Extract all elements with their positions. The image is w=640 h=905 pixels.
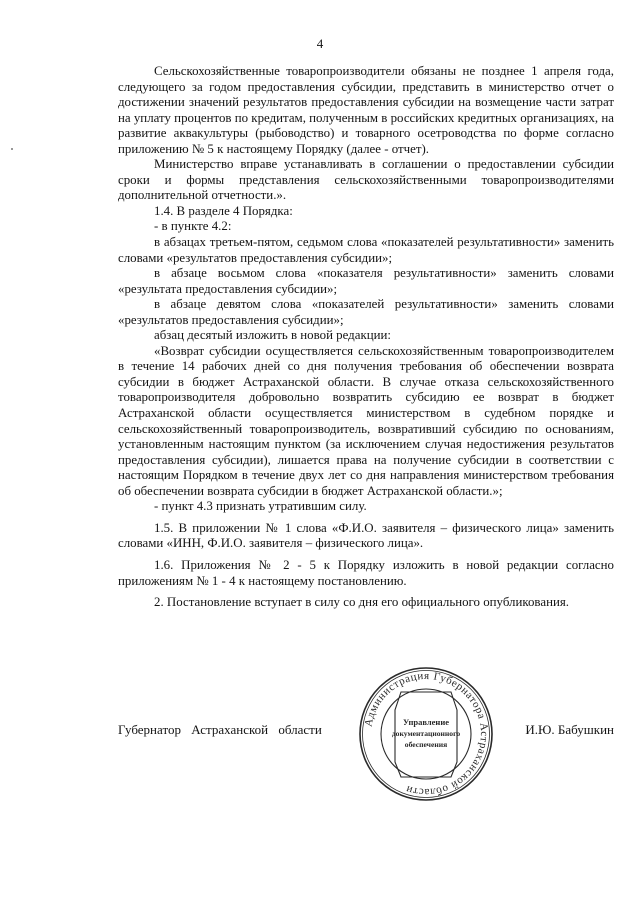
paragraph-appendices-2-5: 1.6. Приложения № 2 - 5 к Порядку изложить в новой редакции согласно приложениям № 1 - 4 к настоящему постановлению. [118,557,614,588]
paragraph-effective-date: 2. Постановление вступает в силу со дня его официального опубликования. [154,595,570,610]
paragraph-reporting-obligation: Сельскохозяйственные товаропроизводители обязаны не позднее 1 апреля года, следующего за годом предоставления субсидии, представить в министерство отчет о достижении значений результатов предоставления субсидии на возмещение части затрат на уплату процентов по кредитам, полученным в российских кредитных организациях, на развитие аквакультуры (рыбоводство) и товарного осетроводства по форме согласно приложению № 5 к настоящему Порядку (далее - отчет). [118,64,614,156]
stamp-inner-line-1: Управление [402,717,450,727]
paragraph-clause-4-3: - пункт 4.3 признать утратившим силу. [154,499,367,514]
paragraph-amend-10: абзац десятый изложить в новой редакции: [154,328,392,343]
margin-dot [11,148,13,150]
paragraph-amend-3-7: в абзацах третьем-пятом, седьмом слова «показателей результативности» заменить словами «результатов предоставления субсидии»; [118,235,614,265]
paragraph-section-4: 1.4. В разделе 4 Порядка: [154,203,293,218]
stamp-inner-line-2: документационного [391,729,461,738]
page-number: 4 [316,36,324,51]
paragraph-amend-9: в абзаце девятом слова «показателей результативности» заменить словами «результатов предоставления субсидии»; [118,297,614,327]
paragraph-additional-reporting: Министерство вправе устанавливать в соглашении о предоставлении субсидии сроки и формы представления сельскохозяйственными товаропроизводителями дополнительной отчетности.». [118,157,614,203]
paragraph-amend-8: в абзаце восьмом слова «показателя результативности» заменить словами «результата предоставления субсидии»; [118,266,614,296]
paragraph-appendix-1: 1.5. В приложении № 1 слова «Ф.И.О. заявителя – физического лица» заменить словами «ИНН, Ф.И.О. заявителя – физического лица». [118,520,614,551]
official-stamp [356,664,496,804]
stamp-inner-line-3: обеспечения [404,740,448,749]
stamp-outer-text: Администрация Губернатора Астраханской области [362,669,491,799]
signatory-name: И.Ю. Бабушкин [525,722,614,737]
paragraph-refund-text: «Возврат субсидии осуществляется сельскохозяйственным товаропроизводителем в течение 14 рабочих дней со дня получения требования об обеспечении возврата субсидии в бюджет Астраханской области. В случае отказа сельскохозяйственного товаропроизводителя добровольно возвратить субсидию ее возврат в бюджет Астраханской области осуществляется министерством в судебном порядке и сельскохозяйственный товаропроизводитель, возвративший субсидию по основаниям, установленным настоящим пунктом (за исключением случая недостижения результатов предоставления субсидии), лишается права на получение субсидии в соответствии с настоящим Порядком в течение двух лет со дня направления министерством требования об обеспечении возврата субсидии в бюджет Астраханской области.»; [118,343,614,498]
signatory-title: Губернатор Астраханской области [118,722,322,737]
document-body [118,64,614,611]
paragraph-clause-4-2: - в пункте 4.2: [154,219,232,234]
stamp-seal-graphic [356,664,496,804]
